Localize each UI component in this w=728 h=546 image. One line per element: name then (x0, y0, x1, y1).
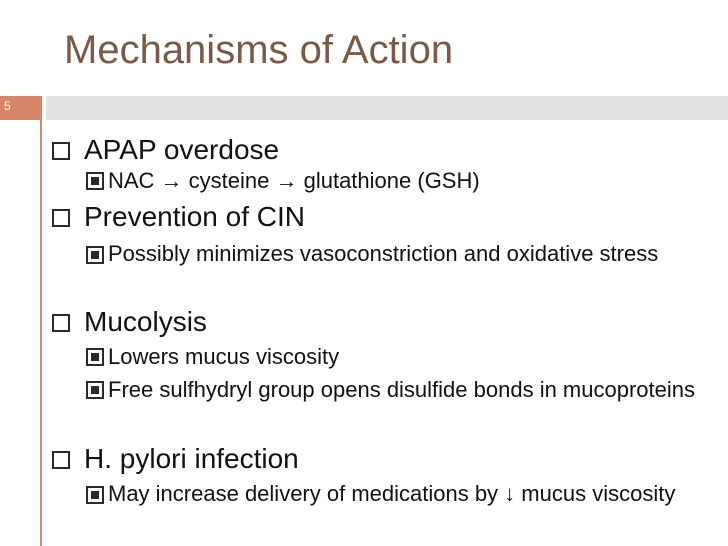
bullet-level2: May increase delivery of medications by ↓ mucus viscosity (108, 481, 676, 506)
bullet-level1: APAP overdose (84, 134, 280, 165)
bullet-level1: Prevention of CIN (84, 201, 305, 232)
bullet-level1: Mucolysis (84, 306, 207, 337)
slide-title: Mechanisms of Action (64, 28, 454, 72)
filled-square-icon (86, 348, 104, 366)
bullet-level2: NAC → cysteine → glutathione (GSH) (108, 168, 480, 193)
slide-number: 5 (4, 99, 11, 113)
hollow-square-icon (52, 451, 70, 469)
filled-square-icon (86, 172, 104, 190)
hollow-square-icon (52, 314, 70, 332)
filled-square-icon (86, 486, 104, 504)
filled-square-icon (86, 246, 104, 264)
bullet-level2: Free sulfhydryl group opens disulfide bonds in mucoproteins (108, 377, 695, 402)
bullet-level2: Lowers mucus viscosity (108, 344, 340, 369)
bullet-level2: Possibly minimizes vasoconstriction and oxidative stress (108, 241, 659, 266)
filled-square-icon (86, 381, 104, 399)
hollow-square-icon (52, 209, 70, 227)
bullet-level1: H. pylori infection (84, 443, 299, 474)
hollow-square-icon (52, 142, 70, 160)
